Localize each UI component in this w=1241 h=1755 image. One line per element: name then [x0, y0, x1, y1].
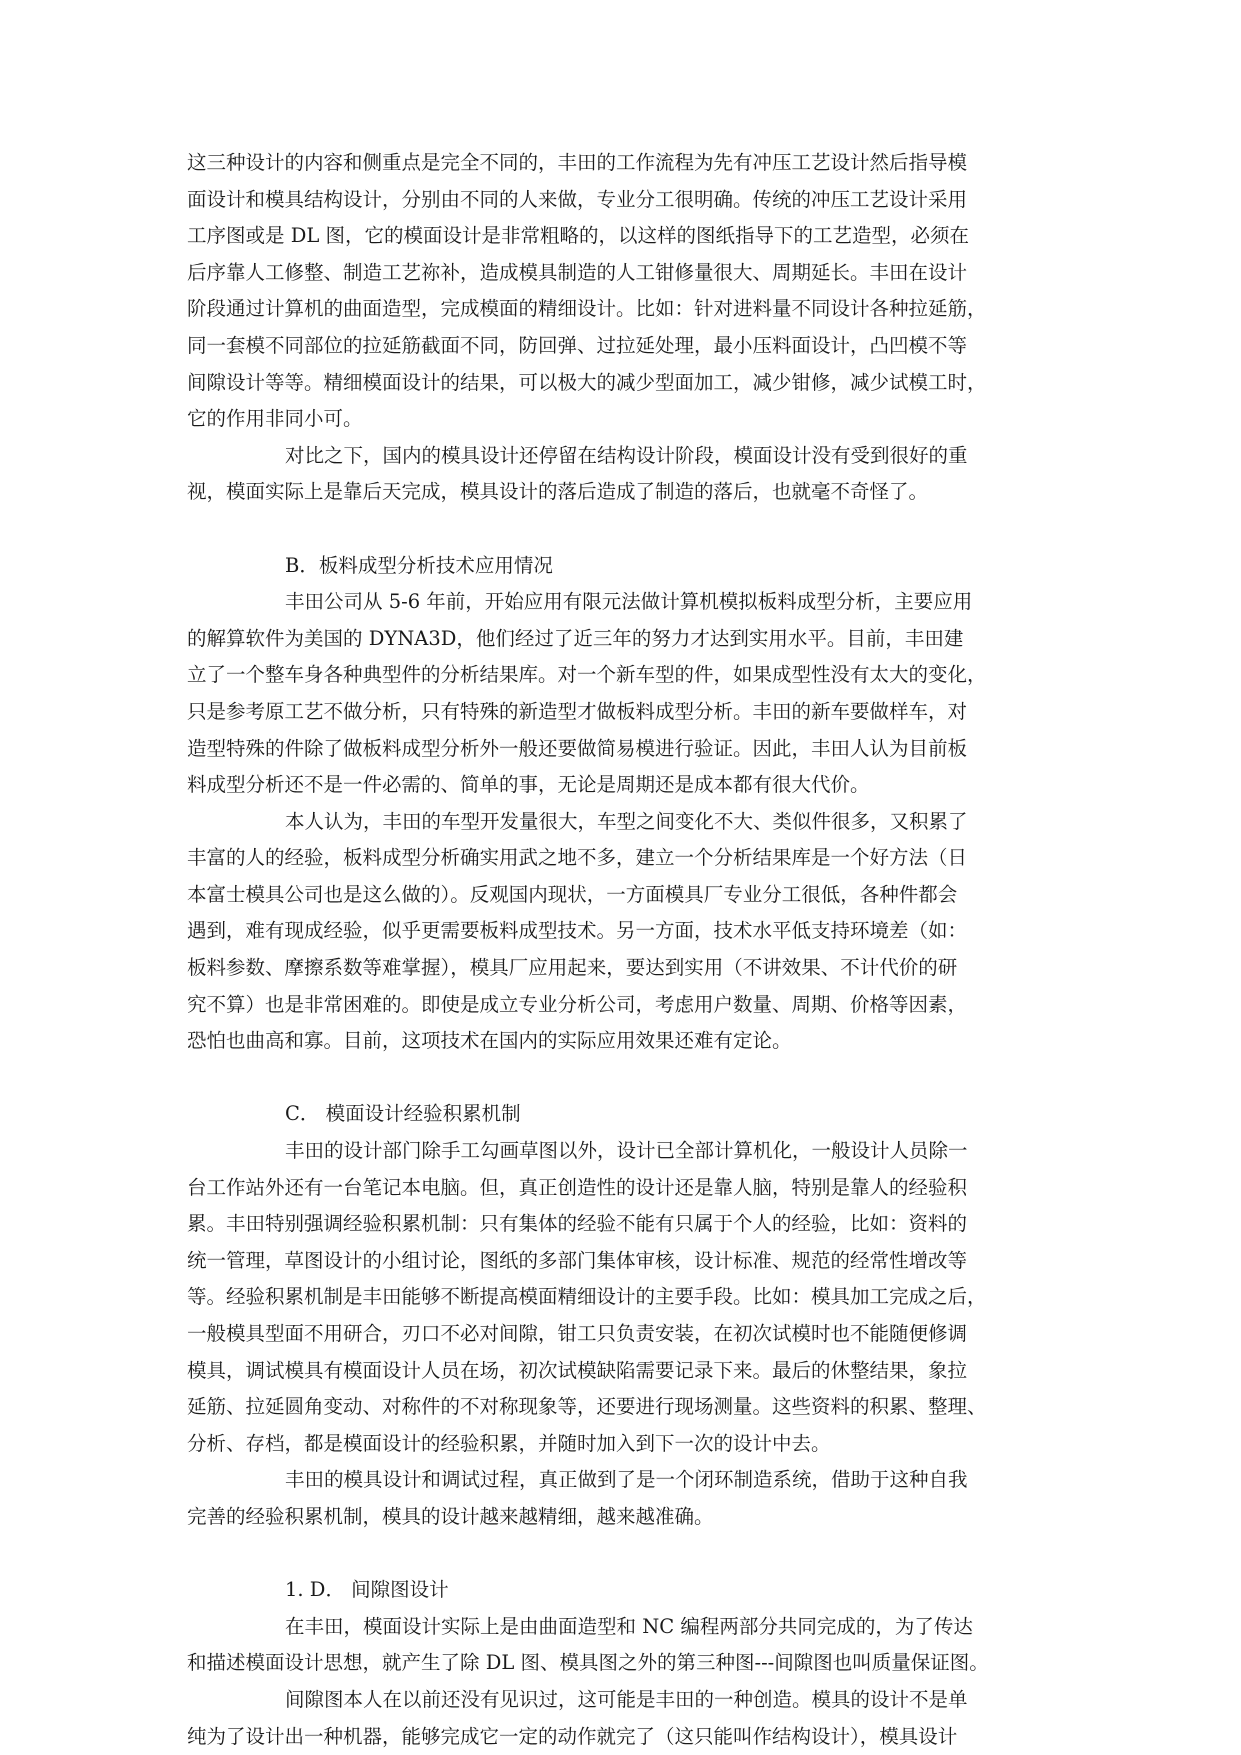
- text-line: 造型特殊的件除了做板料成型分析外一般还要做简易模进行验证。因此，丰田人认为目前板: [187, 736, 968, 760]
- text-line: 台工作站外还有一台笔记本电脑。但，真正创造性的设计还是靠人脑，特别是靠人的经验积: [187, 1175, 968, 1199]
- text-line: 板料参数、摩擦系数等难掌握），模具厂应用起来，要达到实用（不讲效果、不计代价的研: [187, 956, 958, 980]
- section-heading: [187, 1572, 1045, 1609]
- text-line: 分析、存档，都是模面设计的经验积累，并随时加入到下一次的设计中去。: [187, 1431, 831, 1455]
- text-line: 这三种设计的内容和侧重点是完全不同的，丰田的工作流程为先有冲压工艺设计然后指导模: [187, 151, 968, 174]
- document-page: [187, 145, 1045, 1755]
- section-heading: [187, 1096, 1045, 1133]
- text-line: 丰田公司从 5-6 年前，开始应用有限元法做计算机模拟板料成型分析，主要应用: [285, 590, 973, 614]
- text-line: 本富士模具公司也是这么做的）。反观国内现状，一方面模具厂专业分工很低，各种件都会: [187, 882, 958, 906]
- paragraph: [187, 145, 1045, 438]
- heading-text: C． 模面设计经验积累机制: [285, 1102, 521, 1126]
- paragraph: [187, 804, 1045, 1060]
- blank-line: [187, 1060, 1045, 1097]
- text-line: 等。经验积累机制是丰田能够不断提高模面精细设计的主要手段。比如：模具加工完成之后，: [187, 1285, 987, 1309]
- heading-text: B．板料成型分析技术应用情况: [285, 553, 553, 577]
- text-line: 同一套模不同部位的拉延筋截面不同，防回弹、过拉延处理，最小压料面设计，凸凹模不等: [187, 333, 968, 357]
- paragraph: [187, 584, 1045, 804]
- text-line: 丰富的人的经验，板料成型分析确实用武之地不多，建立一个分析结果库是一个好方法（日: [187, 846, 968, 870]
- blank-line: [187, 511, 1045, 548]
- text-line: 在丰田，模面设计实际上是由曲面造型和 NC 编程两部分共同完成的，为了传达: [285, 1614, 973, 1638]
- text-line: 间隙设计等等。精细模面设计的结果，可以极大的减少型面加工，减少钳修，减少试模工时，: [187, 370, 987, 394]
- text-line: 阶段通过计算机的曲面造型，完成模面的精细设计。比如：针对进料量不同设计各种拉延筋，: [187, 297, 987, 321]
- text-line: 丰田的模具设计和调试过程，真正做到了是一个闭环制造系统，借助于这种自我: [285, 1468, 968, 1492]
- text-line: 视，模面实际上是靠后天完成，模具设计的落后造成了制造的落后，也就毫不奇怪了。: [187, 480, 929, 504]
- text-line: 统一管理，草图设计的小组讨论，图纸的多部门集体审核，设计标准、规范的经常性增改等: [187, 1248, 968, 1272]
- text-line: 立了一个整车身各种典型件的分析结果库。对一个新车型的件，如果成型性没有太大的变化，: [187, 663, 987, 687]
- section-heading: [187, 548, 1045, 585]
- paragraph: [187, 1462, 1045, 1535]
- paragraph: [187, 1133, 1045, 1462]
- text-line: 遇到，难有现成经验，似乎更需要板料成型技术。另一方面，技术水平低支持环境差（如：: [187, 919, 968, 943]
- text-line: 累。丰田特别强调经验积累机制：只有集体的经验不能有只属于个人的经验，比如：资料的: [187, 1212, 968, 1236]
- paragraph: [187, 1609, 1045, 1682]
- text-line: 的解算软件为美国的 DYNA3D，他们经过了近三年的努力才达到实用水平。目前，丰田建: [187, 626, 964, 650]
- text-line: 面设计和模具结构设计，分别由不同的人来做，专业分工很明确。传统的冲压工艺设计采用: [187, 187, 968, 211]
- text-line: 丰田的设计部门除手工勾画草图以外，设计已全部计算机化，一般设计人员除一: [285, 1139, 968, 1163]
- text-line: 完善的经验积累机制，模具的设计越来越精细，越来越准确。: [187, 1504, 714, 1528]
- text-line: 它的作用非同小可。: [187, 407, 363, 431]
- text-line: 后序靠人工修整、制造工艺祢补，造成模具制造的人工钳修量很大、周期延长。丰田在设计: [187, 260, 968, 284]
- text-line: 工序图或是 DL 图，它的模面设计是非常粗略的，以这样的图纸指导下的工艺造型，必须在: [187, 224, 969, 248]
- text-line: 对比之下，国内的模具设计还停留在结构设计阶段，模面设计没有受到很好的重: [285, 443, 968, 467]
- paragraph: [187, 438, 1045, 511]
- text-line: 只是参考原工艺不做分析，只有特殊的新造型才做板料成型分析。丰田的新车要做样车，对: [187, 699, 968, 723]
- text-line: 料成型分析还不是一件必需的、简单的事，无论是周期还是成本都有很大代价。: [187, 773, 870, 797]
- text-line: 延筋、拉延圆角变动、对称件的不对称现象等，还要进行现场测量。这些资料的积累、整理、: [187, 1395, 987, 1419]
- text-line: 和描述模面设计思想，就产生了除 DL 图、模具图之外的第三种图---间隙图也叫质量保证图。: [187, 1651, 989, 1675]
- text-line: 本人认为，丰田的车型开发量很大，车型之间变化不大、类似件很多，又积累了: [285, 809, 968, 833]
- text-line: 究不算）也是非常困难的。即使是成立专业分析公司，考虑用户数量、周期、价格等因素，: [187, 992, 968, 1016]
- heading-text: 1. D． 间隙图设计: [285, 1578, 449, 1602]
- paragraph: [187, 1682, 1045, 1755]
- text-line: 一般模具型面不用研合，刃口不必对间隙，钳工只负责安装，在初次试模时也不能随便修调: [187, 1322, 968, 1345]
- text-line: 恐怕也曲高和寡。目前，这项技术在国内的实际应用效果还难有定论。: [187, 1029, 792, 1053]
- text-line: 纯为了设计出一种机器，能够完成它一定的动作就完了（这只能叫作结构设计），模具设计: [187, 1724, 958, 1748]
- blank-line: [187, 1536, 1045, 1573]
- text-line: 间隙图本人在以前还没有见识过，这可能是丰田的一种创造。模具的设计不是单: [285, 1687, 968, 1711]
- text-line: 模具，调试模具有模面设计人员在场，初次试模缺陷需要记录下来。最后的休整结果，象拉: [187, 1358, 968, 1382]
